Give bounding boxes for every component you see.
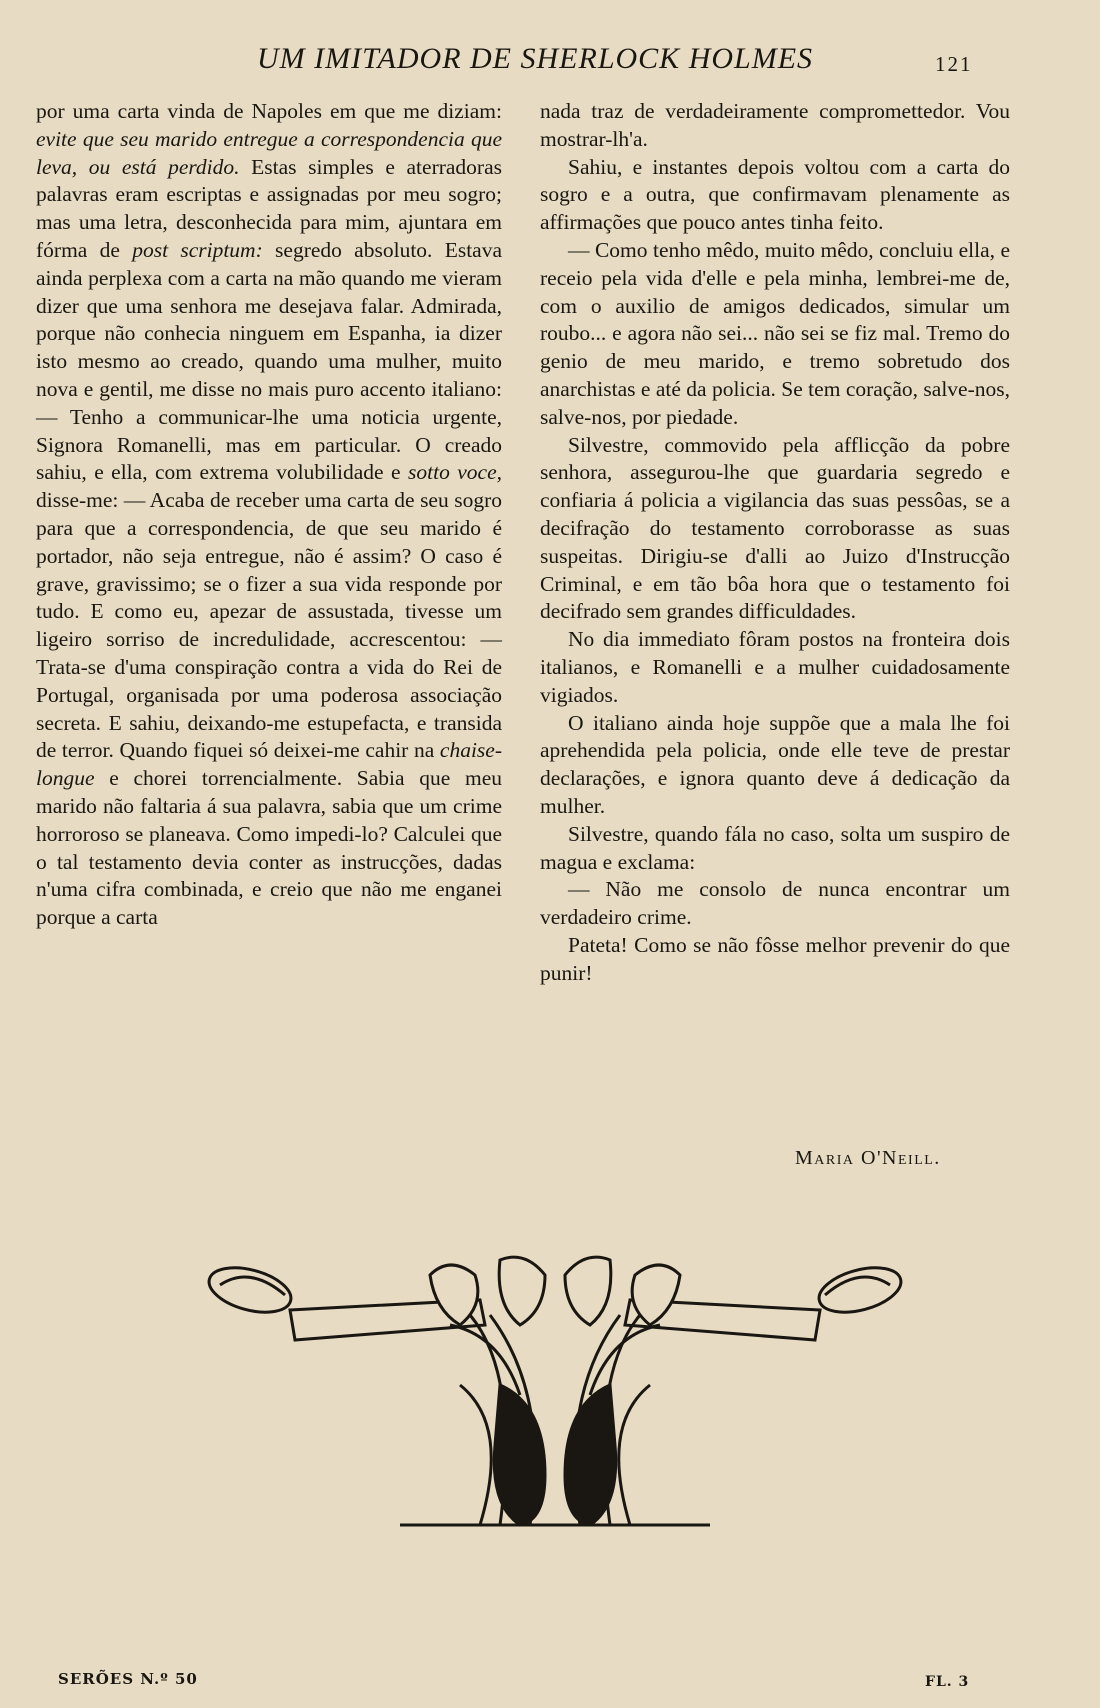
tulip-ornament-icon [200,1255,910,1530]
italic-text: evite que seu marido entregue a correspondencia que leva, ou está perdido. [36,126,502,179]
text-run: disse-me: — Acaba de receber uma carta de seu sogro para que a correspondencia, de que seu marido é portador, não seja entregue, não é assim? O caso é grave, gravissimo; se o fizer a sua vida responde por tudo. E como eu, apezar de assustada, tivesse um ligeiro sorriso de incredulidade, accrescentou: — Trata-se d'uma conspiração contra a vida do Rei de Portugal, organisada por uma poderosa associação secreta. E sahiu, deixando-me estupefacta, e transida de terror. Quando fiquei só deixei-me cahir na [36,488,502,763]
footer-sheet: FL. 3 [925,1674,970,1690]
left-column [36,98,502,932]
paragraph: — Não me consolo de nunca encontrar um verdadeiro crime. [540,877,1010,930]
italic-text: sotto voce, [408,460,502,485]
paragraph: nada traz de verdadeiramente compromettedor. Vou mostrar-lh'a. [540,99,1010,151]
text-run: e chorei torrencialmente. Sabia que meu marido não faltaria á sua palavra, sabia que um crime horroroso se planeava. Como impedi-lo? Calculei que o tal testamento devia conter as instrucções, dadas n'uma cifra combinada, e creio que não me enganei porque a carta [36,766,502,930]
paragraph: Pateta! Como se não fôsse melhor prevenir do que punir! [540,932,1010,985]
text-run: por uma carta vinda de Napoles em que me diziam: [36,99,502,123]
text-run: Estas simples e aterradoras palavras eram escriptas e assignadas por meu sogro; mas uma letra, desconhecida para mim, ajuntara em fórma de [36,154,502,262]
text-run: segredo absoluto. Estava ainda perplexa com a carta na mão quando me vieram dizer que uma senhora me desejava falar. Admirada, porque não conhecia ninguem em Espanha, ia dizer isto mesmo ao creado, quando uma mulher, muito nova e gentil, me disse no mais puro accento italiano: — Tenho a communicar-lhe uma noticia urgente, Signora Romanelli, mas em particular. O creado sahiu, e ella, com extrema volubilidade e [36,237,503,485]
right-column [540,98,1010,988]
italic-text: post scriptum: [132,237,263,262]
paragraph: O italiano ainda hoje suppõe que a mala lhe foi aprehendida pela policia, onde elle teve de prestar declarações, e ignora quanto deve á dedicação da mulher. [540,710,1010,818]
paragraph [36,98,502,932]
page-number: 121 [935,52,973,76]
author-signature: Maria O'Neill. [795,1147,941,1169]
italic-text: chaise-longue [36,738,502,791]
footer-issue: SERÕES N.º 50 [58,1670,198,1688]
paragraph: — Como tenho mêdo, muito mêdo, concluiu ella, e receio pela vida d'elle e pela minha, lembrei-me de, com o auxilio de amigos dedicados, simular um roubo... e agora não sei... não sei se fiz mal. Tremo do genio de meu marido, e tremo sobretudo dos anarchistas e até da policia. Se tem coração, salve-nos, salve-nos, por piedade. [540,237,1010,429]
paragraph: No dia immediato fôram postos na fronteira dois italianos, e Romanelli e a mulher cuidadosamente vigiados. [540,627,1010,707]
running-title: UM IMITADOR DE SHERLOCK HOLMES [256,42,814,75]
paragraph: Sahiu, e instantes depois voltou com a carta do sogro e a outra, que confirmavam plenamente as affirmações que pouco antes tinha feito. [540,154,1010,235]
paragraph: Silvestre, quando fála no caso, solta um suspiro de magua e exclama: [540,821,1010,874]
paragraph: Silvestre, commovido pela afflicção da pobre senhora, assegurou-lhe que guardaria segredo e confiaria á policia a vigilancia das suas pessôas, se a decifração do testamento corroborasse as suas suspeitas. Dirigiu-se d'alli ao Juizo d'Instrucção Criminal, e em tão bôa hora que o testamento foi decifrado sem grandes difficuldades. [540,432,1010,624]
